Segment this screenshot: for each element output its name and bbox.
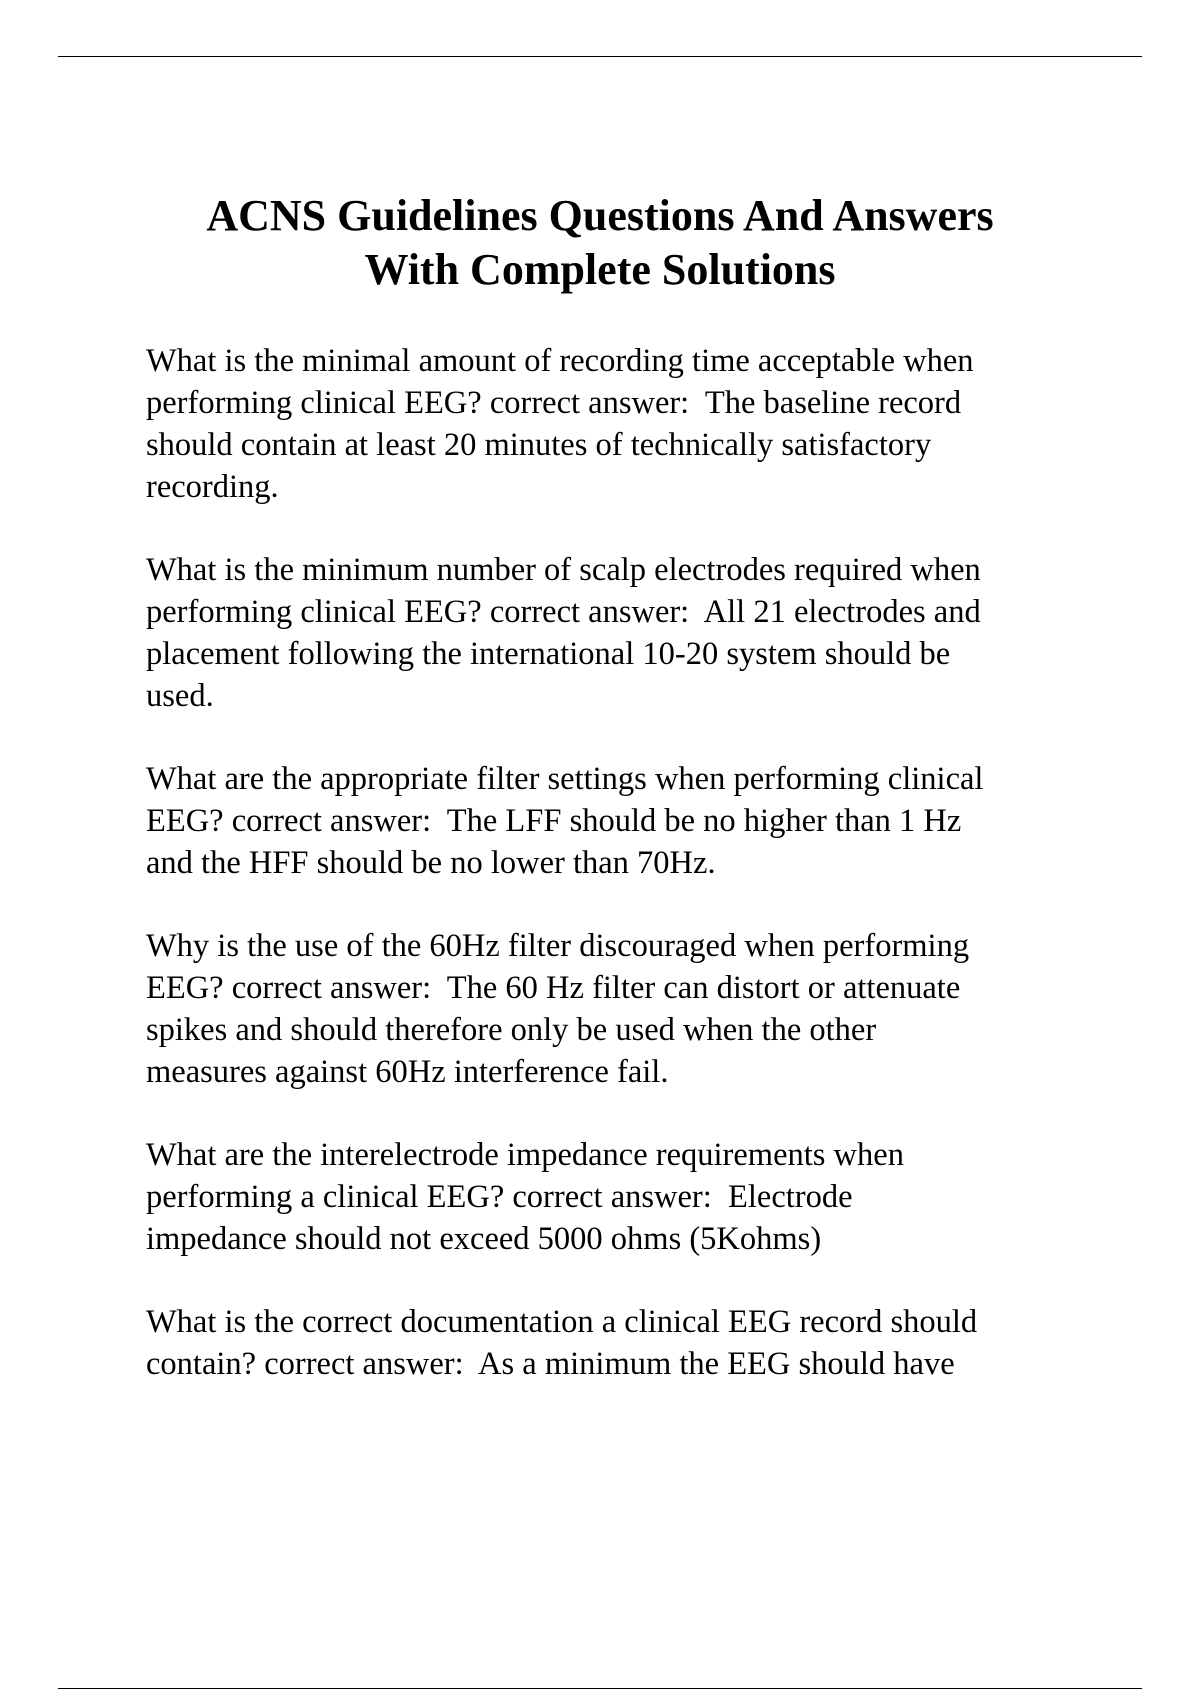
text-line: and the HFF should be no lower than 70Hz. (146, 845, 716, 881)
text-line: What is the minimal amount of recording time acceptable when (146, 343, 974, 379)
text-line: spikes and should therefore only be used when the other (146, 1012, 877, 1048)
text-line: EEG? correct answer: The 60 Hz filter can distort or attenuate (146, 970, 961, 1006)
text-line: recording. (146, 469, 279, 505)
top-divider (58, 56, 1142, 57)
qa-item-documentation (146, 1301, 1106, 1385)
text-line: What is the correct documentation a clinical EEG record should (146, 1304, 978, 1340)
title-line-2: With Complete Solutions (364, 245, 836, 294)
text-line: Why is the use of the 60Hz filter discouraged when performing (146, 928, 970, 964)
title-line-1: ACNS Guidelines Questions And Answers (206, 191, 994, 240)
text-line: impedance should not exceed 5000 ohms (5Kohms) (146, 1221, 822, 1257)
text-line: should contain at least 20 minutes of technically satisfactory (146, 427, 932, 463)
text-line: placement following the international 10-20 system should be (146, 636, 951, 672)
qa-item-impedance (146, 1134, 1106, 1260)
text-line: What are the interelectrode impedance requirements when (146, 1137, 904, 1173)
text-line: performing clinical EEG? correct answer: All 21 electrodes and (146, 594, 981, 630)
qa-item-60hz-filter (146, 925, 1106, 1093)
text-line: performing clinical EEG? correct answer: The baseline record (146, 385, 962, 421)
text-line: What are the appropriate filter settings when performing clinical (146, 761, 984, 797)
qa-list (146, 340, 1106, 1426)
text-line: measures against 60Hz interference fail. (146, 1054, 669, 1090)
text-line: What is the minimum number of scalp electrodes required when (146, 552, 981, 588)
qa-item-recording-time (146, 340, 1106, 508)
text-line: contain? correct answer: As a minimum the EEG should have (146, 1346, 955, 1382)
text-line: used. (146, 678, 214, 714)
bottom-divider (58, 1688, 1142, 1689)
document-title (100, 189, 1100, 297)
qa-item-filter-settings (146, 758, 1106, 884)
qa-item-scalp-electrodes (146, 549, 1106, 717)
text-line: EEG? correct answer: The LFF should be no higher than 1 Hz (146, 803, 962, 839)
text-line: performing a clinical EEG? correct answer: Electrode (146, 1179, 853, 1215)
